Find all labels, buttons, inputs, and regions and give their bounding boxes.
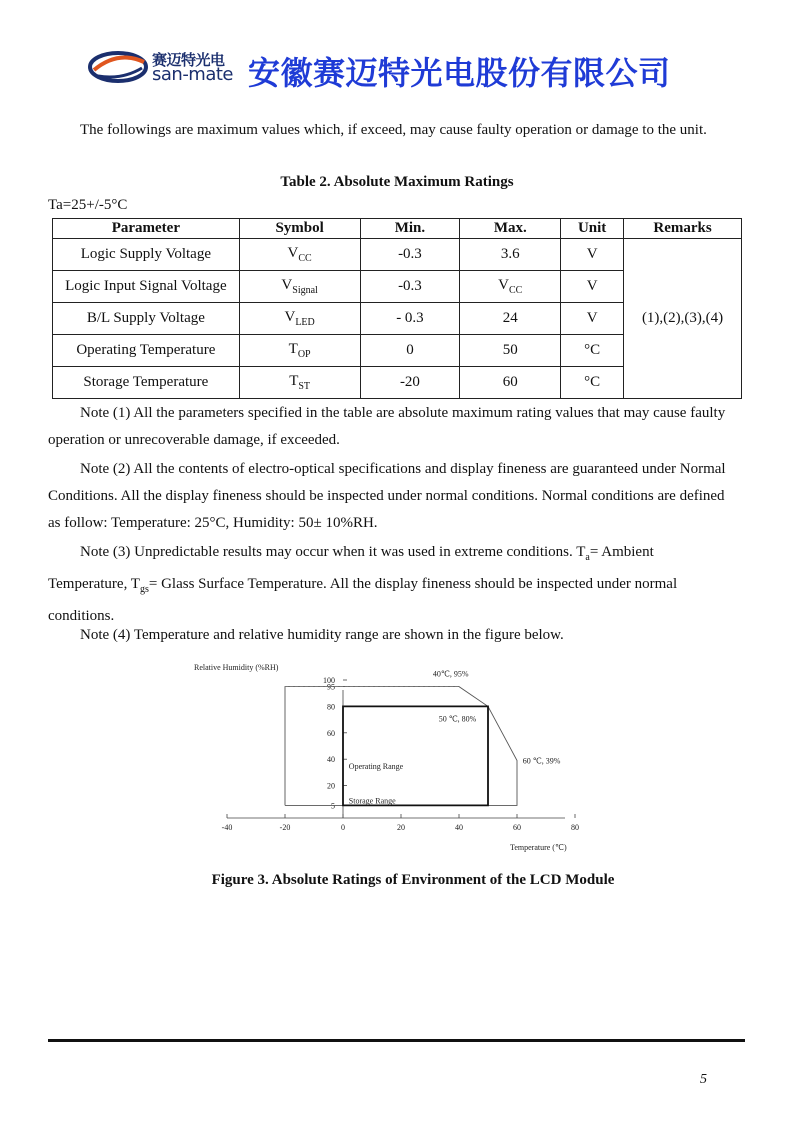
x-tick-label: -20 xyxy=(279,823,291,832)
cell-min: -20 xyxy=(360,367,460,399)
cell-parameter: Operating Temperature xyxy=(53,335,240,367)
cell-symbol xyxy=(239,367,360,399)
cell-parameter: Logic Input Signal Voltage xyxy=(53,271,240,303)
cell-symbol xyxy=(239,271,360,303)
col-header-min: Min. xyxy=(360,219,460,239)
cell-parameter: Storage Temperature xyxy=(53,367,240,399)
cell-unit: °C xyxy=(561,367,624,399)
cell-min: - 0.3 xyxy=(360,303,460,335)
page-number: 5 xyxy=(700,1072,707,1087)
symbol-sub: OP xyxy=(297,349,311,360)
cell-unit: °C xyxy=(561,335,624,367)
note-2-text: Note (2) All the contents of electro-optical specifications and display fineness are guaranteed under Normal Conditions. All the display fineness should be inspected under normal conditions. Normal conditions are defined as follow: Temperature: 25°C, Humidity: 50± 10%RH. xyxy=(48,461,726,531)
y-tick-label: 80 xyxy=(327,702,335,712)
max-main: 3.6 xyxy=(500,246,520,262)
note-1 xyxy=(48,400,736,454)
cell-unit: V xyxy=(561,271,624,303)
symbol-main: T xyxy=(288,341,298,357)
y-tick-label: 100 xyxy=(323,676,335,685)
logo-english-text: san-mate xyxy=(152,64,234,85)
y-tick-label: 20 xyxy=(327,781,335,791)
symbol-sub: LED xyxy=(295,317,315,328)
cell-unit: V xyxy=(561,239,624,271)
storage-range-outline xyxy=(285,687,517,806)
cell-parameter: Logic Supply Voltage xyxy=(53,239,240,271)
annotation-40c-95: 40℃, 95% xyxy=(432,669,469,679)
note-3-sub-a: a xyxy=(585,552,590,563)
symbol-main: V xyxy=(287,245,299,261)
max-sub: CC xyxy=(509,285,523,296)
note-4 xyxy=(48,622,736,649)
symbol-sub: ST xyxy=(298,381,311,392)
symbol-main: V xyxy=(281,277,293,293)
cell-unit: V xyxy=(561,303,624,335)
cell-max xyxy=(460,303,561,335)
table-row xyxy=(53,239,742,271)
x-tick-label: -40 xyxy=(221,823,233,832)
environment-ratings-chart xyxy=(190,660,590,860)
cell-parameter: B/L Supply Voltage xyxy=(53,303,240,335)
storage-range-label: Storage Range xyxy=(348,796,396,806)
cell-min: -0.3 xyxy=(360,271,460,303)
y-tick-label: 5 xyxy=(331,801,335,811)
ambient-temperature-label: Ta=25+/-5°C xyxy=(48,197,128,213)
note-3 xyxy=(48,539,736,630)
note-3-text-c: = Glass Surface Temperature. All the display fineness should be inspected under normal conditions. xyxy=(48,576,678,624)
y-tick-label: 60 xyxy=(327,728,335,738)
note-3-sub-gs: gs xyxy=(139,584,149,595)
page-header xyxy=(88,44,708,90)
note-3-text-a: Note (3) Unpredictable results may occur when it was used in extreme conditions. T xyxy=(80,544,586,560)
cell-symbol xyxy=(239,335,360,367)
note-4-text: Note (4) Temperature and relative humidity range are shown in the figure below. xyxy=(80,627,564,643)
y-tick-label: 95 xyxy=(327,682,335,692)
col-header-unit: Unit xyxy=(561,219,624,239)
annotation-50c-80: 50 ℃, 80% xyxy=(438,714,477,724)
cell-max xyxy=(460,239,561,271)
col-header-remarks: Remarks xyxy=(624,219,742,239)
cell-min: 0 xyxy=(360,335,460,367)
y-axis-label: Relative Humidity (%RH) xyxy=(194,663,279,672)
cell-symbol xyxy=(239,239,360,271)
cell-max xyxy=(460,335,561,367)
x-tick-label: 60 xyxy=(513,823,521,832)
max-main: 60 xyxy=(502,374,518,390)
symbol-main: T xyxy=(289,373,299,389)
symbol-main: V xyxy=(284,309,296,325)
cell-max xyxy=(460,367,561,399)
table-caption: Table 2. Absolute Maximum Ratings xyxy=(280,174,514,190)
footer-rule xyxy=(48,1039,745,1042)
max-main: V xyxy=(498,277,510,293)
x-axis-label: Temperature (℃) xyxy=(510,843,567,852)
max-main: 50 xyxy=(502,342,518,358)
cell-max xyxy=(460,271,561,303)
col-header-max: Max. xyxy=(460,219,561,239)
operating-range-label: Operating Range xyxy=(348,762,404,772)
company-logo-icon xyxy=(88,46,150,86)
x-tick-label: 20 xyxy=(397,823,405,832)
table-header-row xyxy=(53,219,742,239)
note-3-text-b: = Ambient Temperature, T xyxy=(48,544,654,592)
x-tick-label: 40 xyxy=(455,823,463,832)
col-header-symbol: Symbol xyxy=(239,219,360,239)
x-tick-label: 0 xyxy=(341,823,345,832)
absolute-maximum-ratings-table xyxy=(52,218,742,399)
note-2 xyxy=(48,456,736,537)
intro-paragraph xyxy=(48,117,736,144)
intro-text: The followings are maximum values which, if exceed, may cause faulty operation or damage to the unit. xyxy=(80,122,707,138)
note-1-text: Note (1) All the parameters specified in the table are absolute maximum rating values that may cause faulty operation or unrecoverable damage, if exceeded. xyxy=(48,405,726,448)
logo-chinese-text: 赛迈特光电 xyxy=(152,51,225,69)
cell-min: -0.3 xyxy=(360,239,460,271)
max-main: 24 xyxy=(502,310,518,326)
company-name: 安徽赛迈特光电股份有限公司 xyxy=(248,54,671,92)
annotation-60c-39: 60 ℃, 39% xyxy=(522,756,561,766)
x-tick-label: 80 xyxy=(571,823,579,832)
figure-caption: Figure 3. Absolute Ratings of Environment of the LCD Module xyxy=(211,872,615,888)
cell-remarks: (1),(2),(3),(4) xyxy=(624,239,742,399)
cell-symbol xyxy=(239,303,360,335)
symbol-sub: Signal xyxy=(292,285,318,296)
symbol-sub: CC xyxy=(298,253,312,264)
y-tick-label: 40 xyxy=(327,755,335,765)
col-header-parameter: Parameter xyxy=(53,219,240,239)
